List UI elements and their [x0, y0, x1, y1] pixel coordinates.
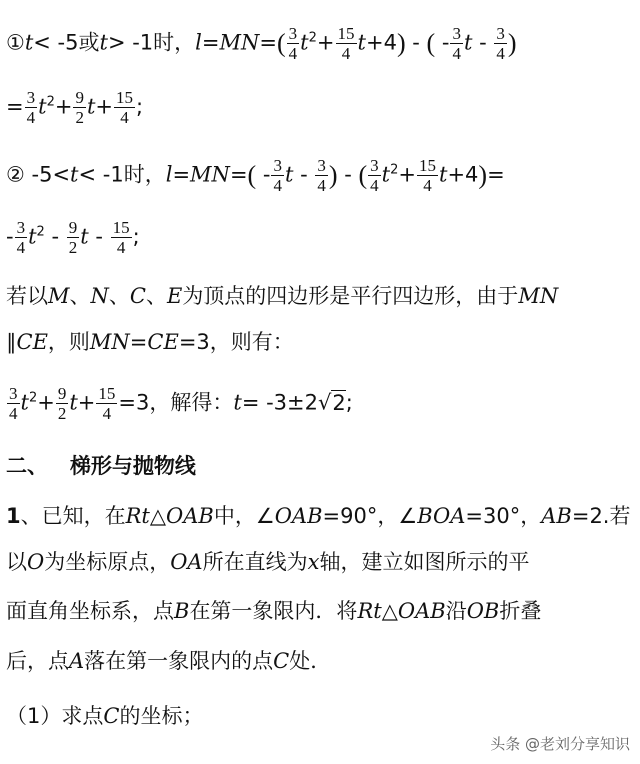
- fraction: $\frac{3}{4}$: [288, 24, 298, 63]
- fraction: $\frac{3}{4}$: [452, 24, 461, 63]
- fraction: $\frac{3}{4}$: [16, 218, 26, 257]
- fraction: $\frac{9}{2}$: [57, 384, 67, 423]
- math-line-1: ①t< -5或t> -1时，l=MN=( $\frac{3}{4}$ $t^2+$ $\frac{15}{4}$ t+4) - ( - $\frac{3}{4}$ t - $\frac{3}{4}$ ): [6, 24, 517, 63]
- text-line-6: ∥CE，则MN=CE=3，则有：: [6, 330, 294, 354]
- math-line-4: - $\frac{3}{4}$ $t^2$ - $\frac{9}{2}$ t - $\frac{15}{4}$ ;: [6, 218, 140, 257]
- fraction: $\frac{15}{4}$: [112, 218, 130, 257]
- fraction: $\frac{3}{4}$: [317, 156, 326, 195]
- problem-line-3: 面直角坐标系，点B在第一象限内．将Rt△OAB沿OB折叠: [6, 599, 542, 623]
- problem-line-4: 后，点A落在第一象限内的点C处．: [6, 649, 332, 673]
- math-line-2: = $\frac{3}{4}$ $t^2+$ $\frac{9}{2}$ t+ $\frac{15}{4}$ ;: [6, 88, 144, 127]
- fraction: $\frac{15}{4}$: [337, 24, 355, 63]
- watermark: 头条 @老刘分享知识: [490, 735, 630, 753]
- text-line-5: 若以M、N、C、E为顶点的四边形是平行四边形，由于MN: [6, 284, 559, 308]
- problem-line-2: 以O为坐标原点，OA所在直线为x轴，建立如图所示的平: [6, 550, 530, 574]
- section-heading: 二、 梯形与抛物线: [6, 454, 196, 478]
- fraction: $\frac{15}{4}$: [419, 156, 436, 195]
- fraction: $\frac{3}{4}$: [273, 156, 282, 195]
- fraction: $\frac{15}{4}$: [116, 88, 134, 127]
- fraction: $\frac{3}{4}$: [370, 156, 379, 195]
- fraction: $\frac{15}{4}$: [98, 384, 116, 423]
- math-line-3: ② -5<t< -1时，l=MN=( - $\frac{3}{4}$ t - $\frac{3}{4}$ ) - ( $\frac{3}{4}$ $t^2+$ $\frac{15}{4}$ t+4)=: [6, 156, 505, 195]
- question-line: （1）求点C的坐标；: [6, 704, 204, 728]
- fraction: $\frac{3}{4}$: [26, 88, 36, 127]
- fraction: $\frac{9}{2}$: [68, 218, 78, 257]
- fraction: $\frac{3}{4}$: [9, 384, 18, 423]
- math-line-7: $\frac{3}{4}$ $t^2+$ $\frac{9}{2}$ t+ $\frac{15}{4}$ =3，解得：t= -3±2√2;: [9, 384, 353, 423]
- problem-line-1: 1、已知，在Rt△OAB中，∠OAB=90°，∠BOA=30°，AB=2.若: [6, 504, 631, 528]
- fraction: $\frac{3}{4}$: [496, 24, 505, 63]
- fraction: $\frac{9}{2}$: [75, 88, 84, 127]
